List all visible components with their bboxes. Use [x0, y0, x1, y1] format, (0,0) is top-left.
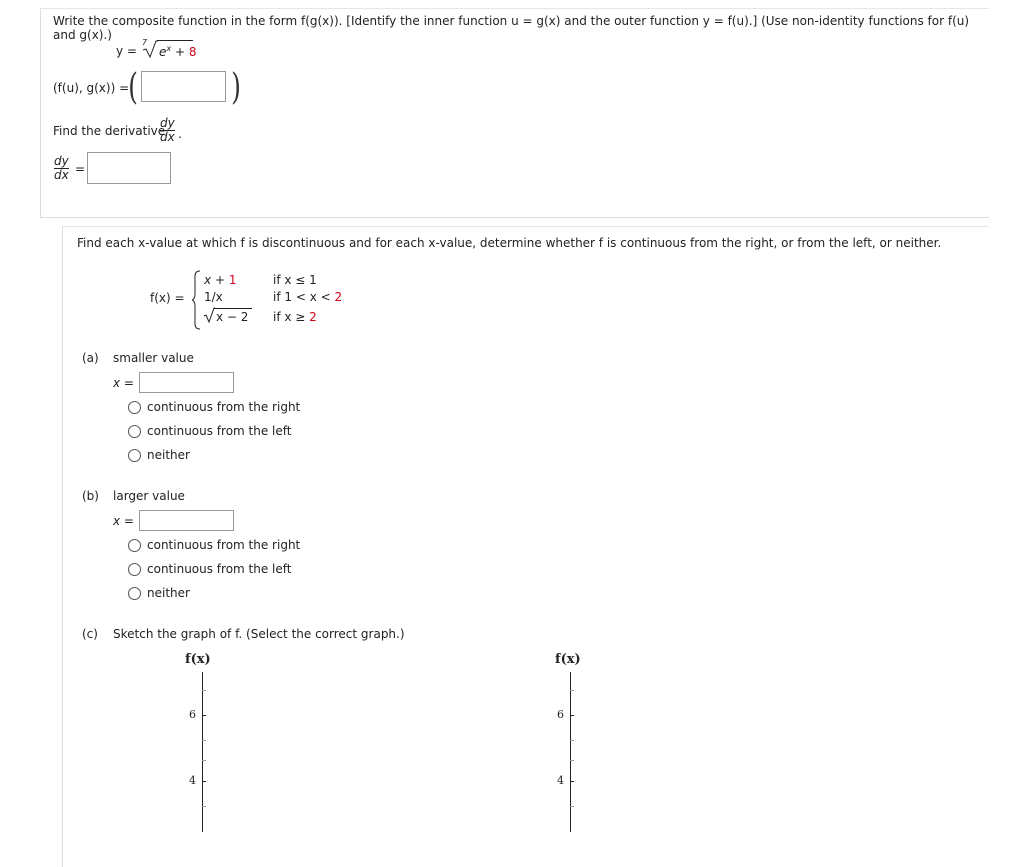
period: .: [178, 127, 182, 141]
piece-3-expr: x − 2: [216, 310, 249, 324]
piece-1-num: 1: [228, 273, 237, 287]
graph-1-minor-tick: [202, 740, 206, 741]
radical-sign-icon: [142, 40, 158, 58]
dy-numerator-answer: dy: [54, 154, 69, 168]
dy-numerator: dy: [160, 116, 175, 130]
graph-1-tick-6: [202, 715, 206, 716]
radicand-constant: 8: [188, 45, 197, 59]
piece-1-var: x: [204, 273, 212, 287]
part-b-title: larger value: [113, 489, 185, 503]
graph-1-tick-label-4: 4: [189, 774, 196, 787]
part-b-radio-right[interactable]: [128, 539, 141, 552]
graph-1-minor-tick: [202, 806, 206, 807]
right-paren: ): [231, 67, 241, 108]
part-a-x-label: x =: [113, 376, 134, 390]
part-b-x-input[interactable]: [139, 510, 234, 531]
left-brace-icon: [192, 270, 202, 330]
piece-3-cond-num: 2: [309, 310, 317, 324]
part-a-option-left[interactable]: continuous from the left: [147, 424, 292, 438]
graph-2-tick-4: [570, 781, 574, 782]
graph-1-minor-tick: [202, 690, 206, 691]
equation-lhs: y =: [116, 44, 137, 58]
left-paren: (: [128, 67, 138, 108]
graph-2-ylabel: f(x): [555, 652, 581, 667]
piece-2-cond: [273, 290, 342, 304]
graph-1-y-axis: [202, 672, 203, 832]
dx-denominator: dx: [160, 130, 175, 144]
graph-2-tick-6: [570, 715, 574, 716]
derivative-answer-input[interactable]: [87, 152, 171, 184]
radicand-plus: +: [174, 45, 186, 59]
part-c-title: Sketch the graph of f. (Select the correct graph.): [113, 627, 405, 641]
radicand: [159, 44, 196, 59]
piece-2-expr: 1/x: [204, 290, 223, 304]
part-b-option-right[interactable]: continuous from the right: [147, 538, 301, 552]
part-b-option-neither[interactable]: neither: [147, 586, 190, 600]
equals-sign: =: [75, 162, 86, 176]
piece-2-cond-text: if 1 < x <: [273, 290, 331, 304]
piece-1-cond: [273, 273, 317, 287]
graph-1-minor-tick: [202, 760, 206, 761]
sqrt-sign-icon: [203, 307, 215, 323]
part-b-option-left[interactable]: continuous from the left: [147, 562, 292, 576]
pair-label: (f(u), g(x)) =: [53, 81, 130, 95]
part-a-radio-neither[interactable]: [128, 449, 141, 462]
part-b-radio-left[interactable]: [128, 563, 141, 576]
radical-bar: [157, 40, 193, 41]
problem-2-instruction: Find each x-value at which f is discontinuous and for each x-value, determine whether f is continuous from the right, or from the left, or neither.: [77, 236, 942, 250]
dydx-fraction-answer: [54, 156, 69, 181]
piece-2-cond-num: 2: [334, 290, 343, 304]
graph-2-minor-tick: [570, 740, 574, 741]
piece-3-cond: [273, 310, 317, 324]
sqrt-bar: [214, 308, 252, 309]
part-a-radio-right[interactable]: [128, 401, 141, 414]
part-b-label: (b): [82, 489, 99, 503]
graph-2-tick-label-4: 4: [557, 774, 564, 787]
graph-1-tick-label-6: 6: [189, 708, 196, 721]
piece-1-plus: +: [214, 273, 225, 287]
graph-1[interactable]: [185, 652, 211, 667]
graph-1-ylabel: f(x): [185, 652, 211, 667]
dx-denominator-answer: dx: [54, 168, 69, 182]
radicand-base: e: [159, 45, 167, 59]
graph-1-tick-4: [202, 781, 206, 782]
piece-1-cond-text: if x ≤: [273, 273, 306, 287]
composite-answer-input[interactable]: [141, 71, 226, 102]
part-b-x-label: x =: [113, 514, 134, 528]
root-index: 7: [142, 38, 148, 47]
part-a-option-neither[interactable]: neither: [147, 448, 190, 462]
radicand-exponent: x: [166, 44, 172, 53]
part-c-label: (c): [82, 627, 98, 641]
part-a-option-right[interactable]: continuous from the right: [147, 400, 301, 414]
part-a-label: (a): [82, 351, 99, 365]
problem-1-instruction: Write the composite function in the form f(g(x)). [Identify the inner function u = g(x) and the outer function y = f(u).] (Use non-identity functions for f(u) and g(x).): [53, 14, 970, 42]
part-a-radio-left[interactable]: [128, 425, 141, 438]
piece-1-cond-num: 1: [309, 273, 317, 287]
piece-3-cond-text: if x ≥: [273, 310, 306, 324]
fx-label: f(x) =: [150, 291, 185, 305]
composite-equation: [116, 44, 137, 58]
part-a-x-input[interactable]: [139, 372, 234, 393]
graph-2-minor-tick: [570, 760, 574, 761]
derivative-prompt: Find the derivative: [53, 124, 166, 138]
graph-2-y-axis: [570, 672, 571, 832]
part-a-title: smaller value: [113, 351, 194, 365]
graph-2[interactable]: [555, 652, 581, 667]
graph-2-tick-label-6: 6: [557, 708, 564, 721]
graph-2-minor-tick: [570, 806, 574, 807]
piece-1-expr: [204, 273, 236, 287]
graph-2-minor-tick: [570, 690, 574, 691]
part-b-radio-neither[interactable]: [128, 587, 141, 600]
dydx-fraction-prompt: [160, 118, 175, 143]
